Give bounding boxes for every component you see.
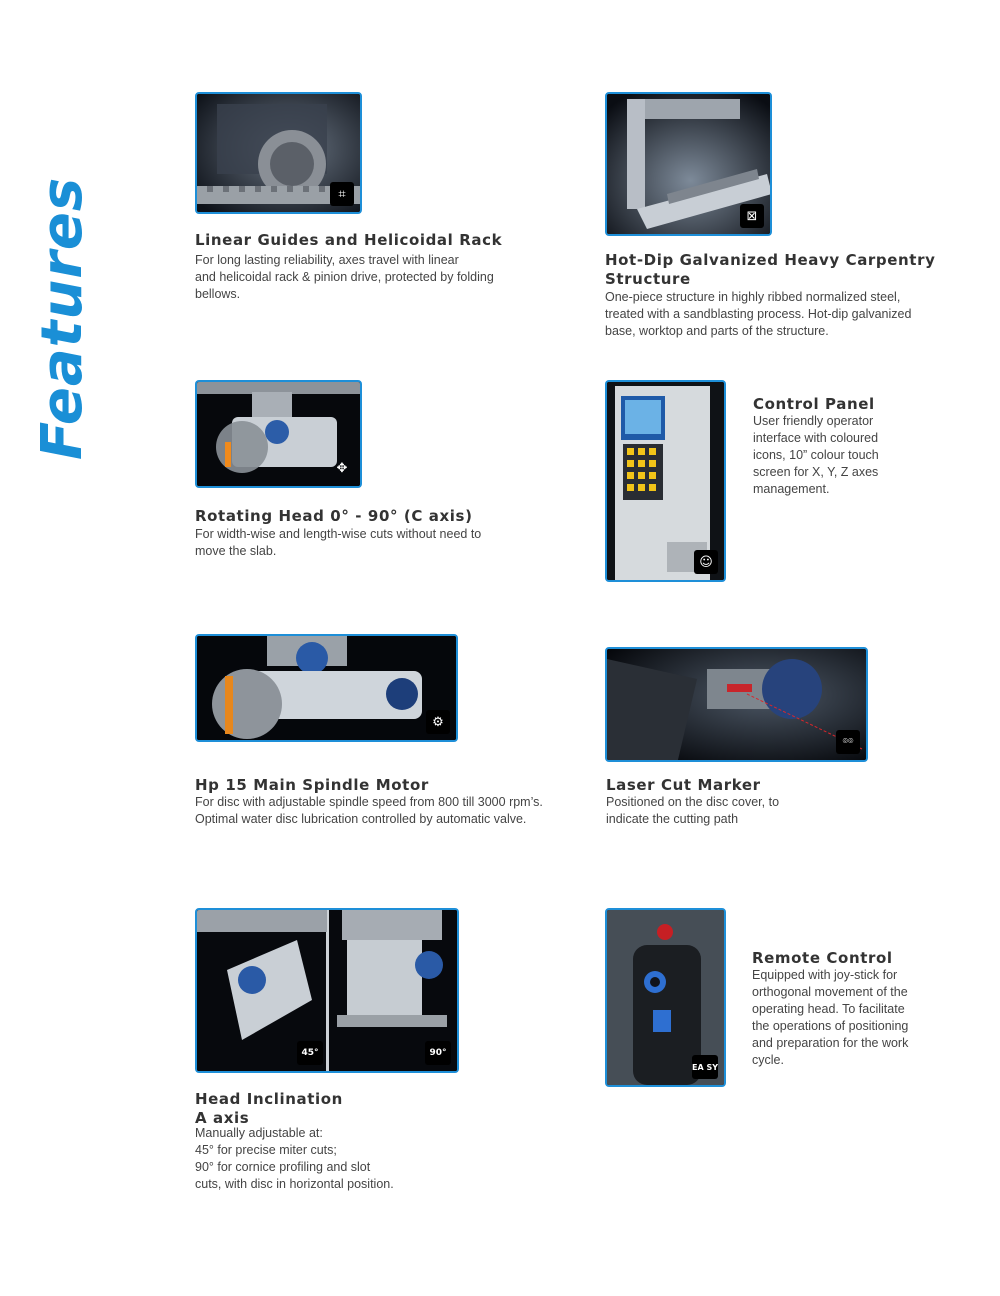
feature-title-galvanized: Hot-Dip Galvanized Heavy Carpentry Structure (605, 251, 936, 288)
binoculars-icon: ⌾⌾ (836, 730, 860, 754)
move-arrows-icon: ✥ (336, 460, 348, 476)
feature-desc-linear-guides: For long lasting reliability, axes travel with linear and helicoidal rack & pinion drive, protected by folding bellows. (195, 253, 494, 301)
feature-title-laser-marker: Laser Cut Marker (606, 776, 761, 794)
feature-desc-control-panel: User friendly operator interface with coloured icons, 10” colour touch screen for X, Y, Z axes management. (753, 414, 879, 496)
feature-title-remote-control: Remote Control (752, 949, 893, 967)
feature-desc-laser-marker: Positioned on the disc cover, to indicate the cutting path (606, 795, 780, 826)
feature-title-spindle-motor: Hp 15 Main Spindle Motor (195, 776, 429, 794)
grid-icon: ⌗ (330, 182, 354, 206)
angle-90-badge: 90° (425, 1041, 451, 1065)
feature-desc-remote-control: Equipped with joy-stick for orthogonal movement of the operating head. To facilitate the operations of positioning and preparation for the work cycle. (752, 968, 909, 1067)
easy-icon: EA SY (692, 1055, 718, 1079)
laser-marker-photo (605, 647, 868, 762)
remote-control-photo (605, 908, 726, 1087)
linear-guides-photo (195, 92, 362, 214)
feature-desc-spindle-motor: For disc with adjustable spindle speed from 800 till 3000 rpm’s. Optimal water disc lubrication controlled by automatic valve. (195, 795, 543, 826)
feature-title-head-inclination: Head Inclination A axis (195, 1090, 343, 1127)
galvanized-structure-photo (605, 92, 772, 236)
page-side-title: Features (30, 176, 95, 460)
spindle-motor-photo (195, 634, 458, 742)
feature-title-control-panel: Control Panel (753, 395, 875, 413)
motor-icon: ⚙ (426, 710, 450, 734)
feature-desc-head-inclination: Manually adjustable at: 45° for precise miter cuts; 90° for cornice profiling and slot cuts, with disc in horizontal position. (195, 1126, 394, 1191)
feature-desc-rotating-head: For width-wise and length-wise cuts without need to move the slab. (195, 527, 482, 558)
feature-desc-galvanized: One-piece structure in highly ribbed normalized steel, treated with a sandblasting process. Hot-dip galvanized base, worktop and parts of the structure. (605, 290, 912, 338)
structure-icon: ⊠ (740, 204, 764, 228)
rotating-head-photo (195, 380, 362, 488)
feature-title-rotating-head: Rotating Head 0° - 90° (C axis) (195, 507, 473, 525)
feature-title-linear-guides: Linear Guides and Helicoidal Rack (195, 231, 503, 249)
control-panel-photo (605, 380, 726, 582)
smiley-icon: ☺ (694, 550, 718, 574)
head-inclination-photo (195, 908, 459, 1073)
angle-45-badge: 45° (297, 1041, 323, 1065)
